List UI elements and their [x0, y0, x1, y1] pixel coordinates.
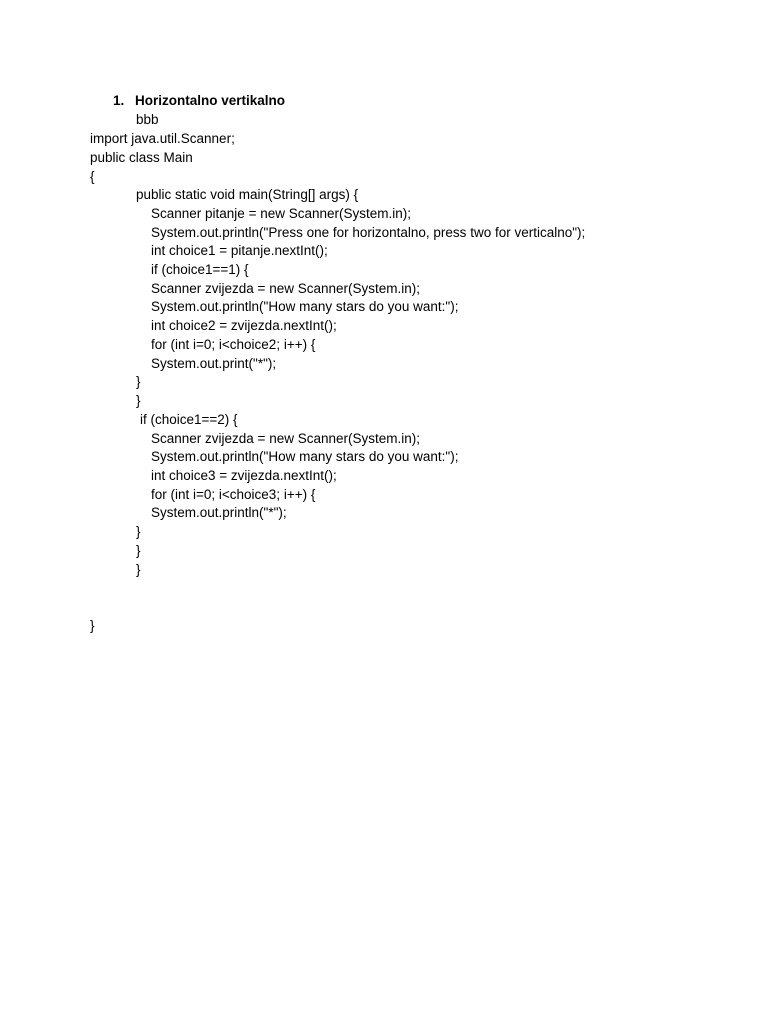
code-line: Scanner zvijezda = new Scanner(System.in); — [151, 281, 420, 296]
code-line: System.out.println("How many stars do you want:"); — [151, 299, 459, 314]
code-line: Scanner pitanje = new Scanner(System.in); — [151, 206, 412, 221]
code-line: for (int i=0; i<choice2; i++) { — [151, 337, 316, 352]
code-line: } — [136, 524, 141, 539]
heading-title: Horizontalno vertikalno — [135, 93, 286, 108]
code-line: for (int i=0; i<choice3; i++) { — [151, 487, 316, 502]
code-line: System.out.print("*"); — [151, 356, 277, 371]
code-line: if (choice1==1) { — [151, 262, 249, 277]
code-line: int choice1 = pitanje.nextInt(); — [151, 243, 328, 258]
code-line: { — [90, 169, 95, 184]
code-line: } — [136, 374, 141, 389]
code-line: System.out.println("Press one for horizontalno, press two for verticalno"); — [151, 225, 586, 240]
code-line: public static void main(String[] args) { — [136, 187, 359, 202]
list-number: 1. — [113, 93, 125, 108]
code-line: } — [136, 543, 141, 558]
code-line: System.out.println("How many stars do you want:"); — [151, 449, 459, 464]
code-line: int choice2 = zvijezda.nextInt(); — [151, 318, 337, 333]
code-line: if (choice1==2) { — [140, 412, 238, 427]
code-line: int choice3 = zvijezda.nextInt(); — [151, 468, 337, 483]
code-line: Scanner zvijezda = new Scanner(System.in); — [151, 431, 420, 446]
code-line: bbb — [136, 112, 159, 127]
code-line: public class Main — [90, 150, 193, 165]
code-line: } — [136, 562, 141, 577]
code-line: } — [90, 618, 95, 633]
code-line: System.out.println("*"); — [151, 505, 287, 520]
code-line: } — [136, 393, 141, 408]
code-line: import java.util.Scanner; — [90, 131, 235, 146]
list-heading — [113, 92, 285, 110]
